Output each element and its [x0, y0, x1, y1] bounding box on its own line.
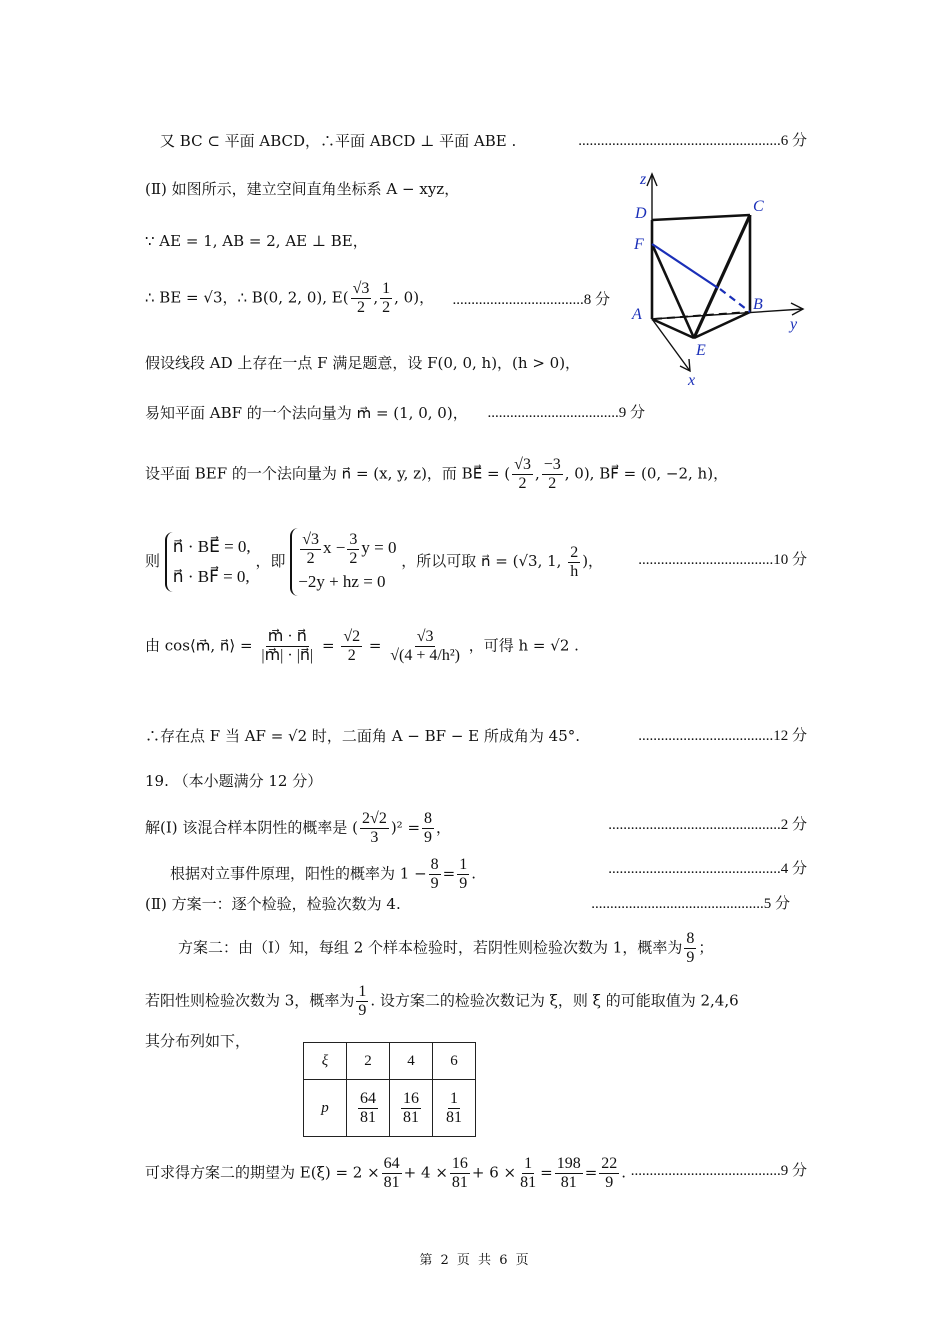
label-B: B	[753, 296, 763, 313]
table-cell: ξ	[304, 1043, 347, 1080]
score-5: ..............................................5 分	[591, 896, 790, 912]
line-cosine-equation: 由 cos⟨m⃗, n⃗⟩ = $\frac{m⃗ \cdot n⃗}{|m⃗| \cdot |n⃗|}$ = $\frac{√2}{2}$ = $\frac{√3}{\text{√(4 + 4/h²)}}$ ，可得 h = √2 .	[145, 628, 579, 664]
fraction: $\frac{1}{2}$	[382, 280, 391, 316]
fraction: $\frac{1}{81}$	[520, 1155, 537, 1191]
equation: n⃗ · BF⃗ = 0,	[172, 567, 250, 586]
fraction: $\frac{8}{9}$	[686, 930, 695, 966]
table-row	[304, 1043, 476, 1080]
line-normal-vector-abf: 易知平面 ABF 的一个法向量为 m⃗ = (1, 0, 0)，	[145, 404, 468, 422]
text-segment: )² =	[390, 818, 421, 837]
score-12: ....................................12 分	[638, 728, 807, 744]
fraction: $\frac{2}{h}$	[570, 543, 579, 580]
text-segment: 设平面 BEF 的一个法向量为 n⃗ = (x, y, z)，而 BE⃗ = (	[145, 464, 511, 483]
label-y: y	[790, 316, 798, 333]
fraction: $\frac{-3}{2}$	[543, 456, 561, 492]
score-8: ...................................8 分	[452, 292, 610, 308]
label-D: D	[635, 205, 647, 222]
line-plan-two	[178, 930, 713, 967]
geometry-figure	[628, 168, 818, 393]
edge-FB-dashed	[720, 289, 750, 312]
text-segment: 可求得方案二的期望为 E(ξ) = 2 ×	[145, 1163, 380, 1182]
equation: $\frac{√3}{2}$ x − $\frac{3}{2}$ y = 0	[302, 530, 397, 567]
equation-system-2	[290, 528, 396, 596]
fraction: $\frac{16}{81}$	[451, 1155, 468, 1191]
table-cell: 4	[390, 1043, 433, 1080]
table-cell: $\frac{1}{81}$	[433, 1080, 476, 1137]
score-2: ..............................................2 分	[608, 817, 807, 833]
line-positive-probability	[170, 856, 476, 893]
score-9b: ........................................9 分	[630, 1163, 807, 1179]
label-C: C	[753, 198, 764, 215]
text-segment: ，所以可取 n⃗ = (√3, 1,	[401, 552, 567, 570]
line-normal-vector-bef: 设平面 BEF 的一个法向量为 n⃗ = (x, y, z)，而 BE⃗ = ( $\frac{√3}{2}$ , $\frac{-3}{2}$ , 0), BF⃗ = (0, −2, h)，	[145, 456, 729, 492]
label-F: F	[634, 236, 644, 253]
line-distribution-intro: 其分布列如下，	[145, 1032, 251, 1050]
text-segment: =	[442, 864, 456, 883]
fraction: $\frac{2√2}{3}$	[362, 810, 387, 846]
score-10: ....................................10 分	[638, 552, 807, 568]
line-existence-conclusion: ∴存在点 F 当 AF = √2 时，二面角 A − BF − E 所成角为 45°.	[145, 727, 581, 745]
fraction: $\frac{22}{9}$	[601, 1155, 618, 1191]
fraction: $\frac{1}{9}$	[358, 983, 367, 1019]
distribution-table	[303, 1042, 476, 1137]
score-9: ...................................9 分	[487, 405, 645, 421]
text-segment: 根据对立事件原理，阳性的概率为 1 −	[170, 864, 427, 883]
text-segment: .	[471, 864, 477, 883]
table-cell: $\frac{64}{81}$	[347, 1080, 390, 1137]
fraction: $\frac{1}{9}$	[459, 856, 468, 892]
table-cell: 2	[347, 1043, 390, 1080]
text-segment: =	[584, 1163, 598, 1182]
equation-system-1	[165, 532, 251, 592]
line-equation-systems	[145, 528, 603, 596]
score-6: ......................................................6 分	[578, 133, 807, 149]
fraction: $\frac{198}{81}$	[556, 1155, 581, 1191]
text-segment: ；	[698, 938, 714, 957]
line-coordinates-b-e: ∴ BE = √3，∴ B(0, 2, 0), E( $\frac{√3}{2}$ , $\frac{1}{2}$ , 0)，	[145, 280, 435, 316]
text-segment: ，可得 h = √2 .	[468, 636, 579, 655]
score-4: ..............................................4 分	[608, 861, 807, 877]
line-expectation	[145, 1155, 626, 1192]
equation: n⃗ · BE⃗ = 0,	[172, 537, 251, 556]
line-conclusion-perpendicular-planes: 又 BC ⊂ 平面 ABCD，∴平面 ABCD ⊥ 平面 ABE .	[160, 132, 517, 150]
text-segment: .	[621, 1163, 627, 1182]
text-segment: =	[540, 1163, 553, 1182]
fraction: $\frac{64}{81}$	[383, 1155, 400, 1191]
line-given-lengths: ∵ AE = 1, AB = 2, AE ⊥ BE，	[145, 232, 368, 250]
fraction: $\frac{m⃗ \cdot n⃗}{|m⃗| \cdot |n⃗|}$	[261, 628, 314, 664]
line-plan-one: (Ⅱ) 方案一：逐个检验，检验次数为 4.	[145, 895, 401, 913]
label-z: z	[640, 171, 647, 188]
text-segment: , 0), BF⃗ = (0, −2, h)，	[564, 464, 729, 483]
table-row	[304, 1080, 476, 1137]
table-cell: $\frac{16}{81}$	[390, 1080, 433, 1137]
page-footer: 第 2 页 共 6 页	[419, 1253, 531, 1268]
edge-DC	[652, 215, 750, 220]
table-cell: p	[304, 1080, 347, 1137]
line-assume-point-f: 假设线段 AD 上存在一点 F 满足题意，设 F(0, 0, h)，(h > 0)，	[145, 354, 581, 372]
line-negative-probability	[145, 810, 451, 847]
text-segment: ，	[436, 818, 452, 837]
text-segment: + 4 ×	[403, 1163, 448, 1182]
table-cell: 6	[433, 1043, 476, 1080]
fraction: $\frac{√3}{2}$	[514, 456, 531, 492]
fraction: $\frac{√2}{2}$	[343, 628, 361, 664]
text-segment: 解(Ⅰ) 该混合样本阴性的概率是 (	[145, 818, 359, 837]
fraction: $\frac{8}{9}$	[424, 810, 433, 846]
fraction: $\frac{√3}{\text{√(4 + 4/h²)}}$	[390, 628, 460, 664]
line-coordinate-system: (Ⅱ) 如图所示，建立空间直角坐标系 A − xyz，	[145, 180, 460, 198]
coords-suffix: , 0)，	[394, 288, 435, 307]
problem-19-heading: 19. （本小题满分 12 分）	[145, 772, 323, 790]
line-plan-two-positive	[145, 983, 739, 1020]
text-segment: . 设方案二的检验次数记为 ξ，则 ξ 的可能取值为 2,4,6	[370, 991, 739, 1010]
text-segment: + 6 ×	[471, 1163, 517, 1182]
text-segment: )，	[582, 552, 604, 570]
text-segment: 则	[145, 552, 161, 570]
text-segment: ，即	[255, 552, 286, 570]
label-E: E	[696, 342, 706, 359]
equation: −2y + hz = 0	[298, 572, 386, 591]
text-segment: 若阳性则检验次数为 3，概率为	[145, 991, 355, 1010]
coords-prefix: ∴ BE = √3，∴ B(0, 2, 0), E(	[145, 288, 349, 307]
text-segment: 方案二：由（Ⅰ）知，每组 2 个样本检验时，若阴性则检验次数为 1，概率为	[178, 938, 683, 957]
fraction: $\frac{√3}{2}$	[352, 280, 370, 316]
label-x: x	[688, 372, 696, 389]
label-A: A	[632, 306, 642, 323]
fraction: $\frac{8}{9}$	[430, 856, 439, 892]
text-segment: 由 cos⟨m⃗, n⃗⟩ =	[145, 636, 253, 655]
